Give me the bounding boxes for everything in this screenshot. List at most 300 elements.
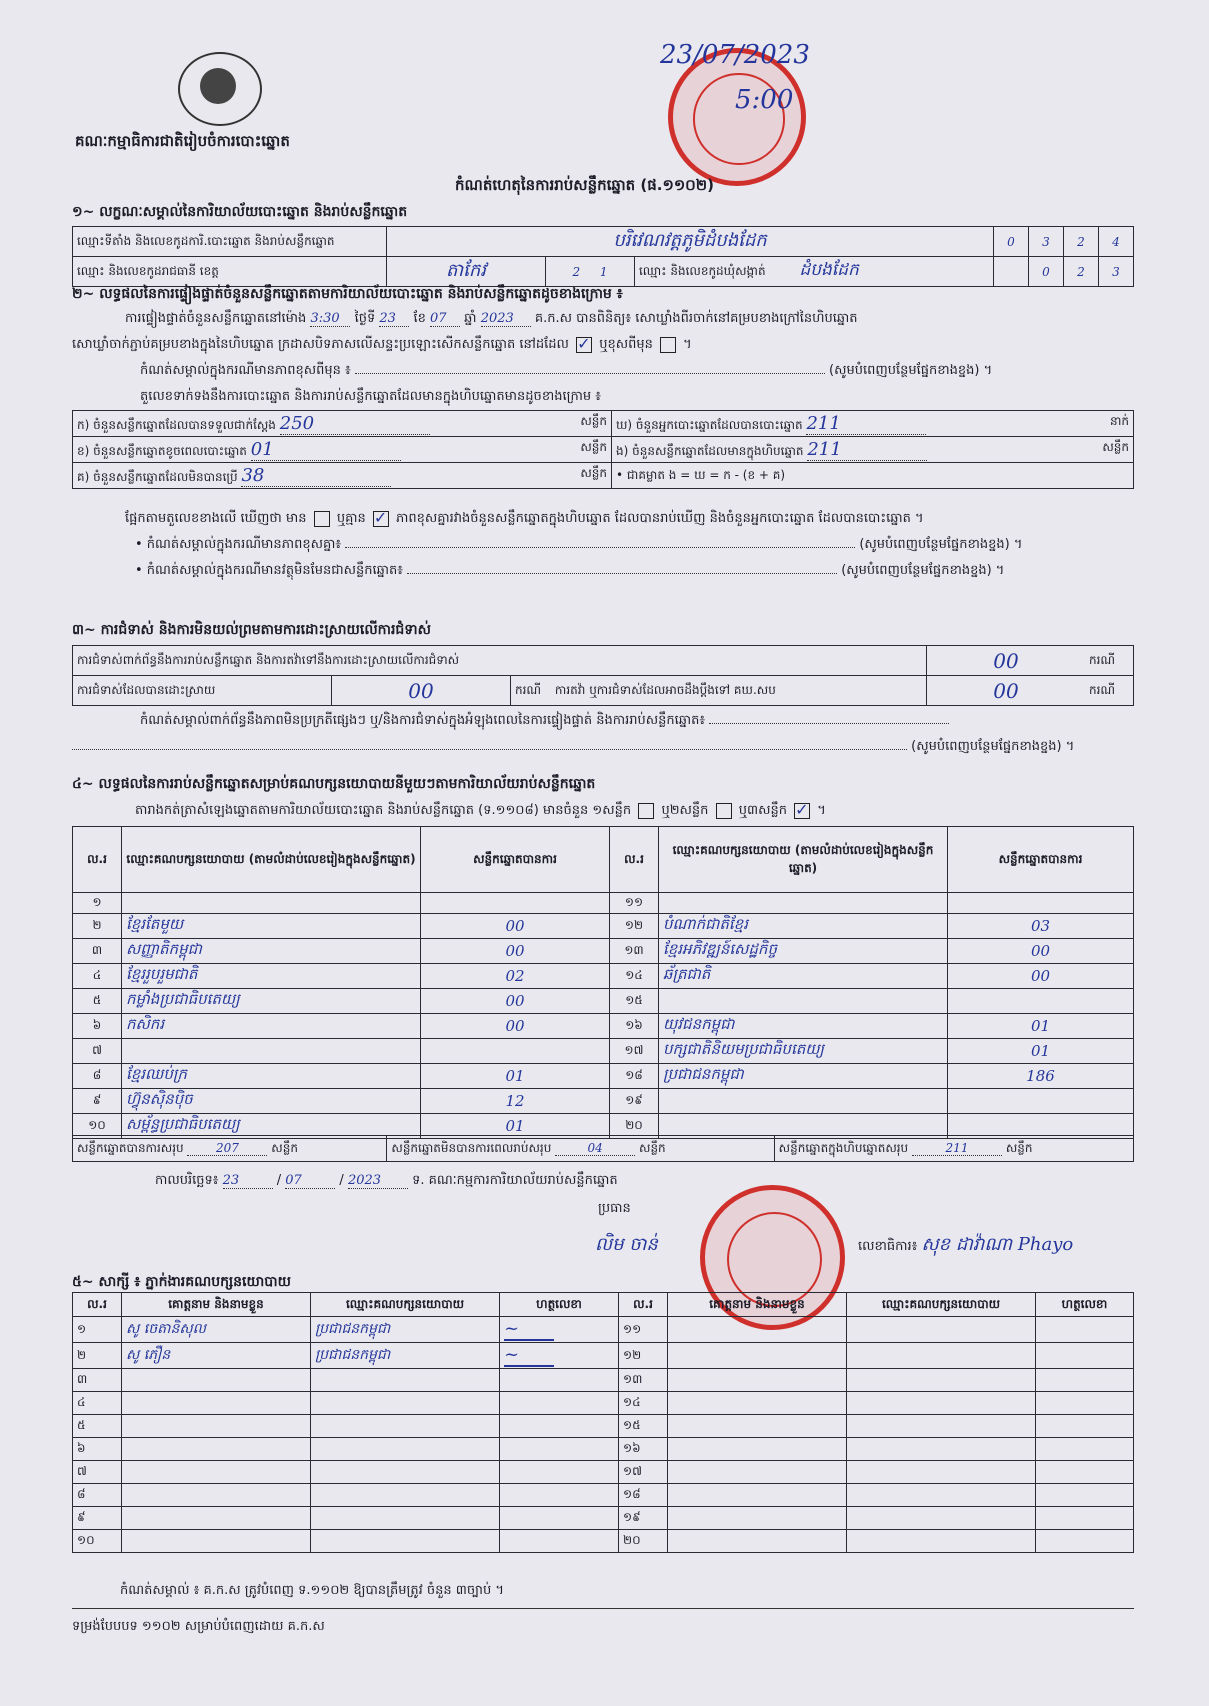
s5-row-party <box>847 1317 1036 1343</box>
s2-time: 3:30 <box>310 311 350 327</box>
s5-row-name <box>668 1343 847 1369</box>
s3-r2b <box>511 676 927 706</box>
s2-row-a-unit: សន្លឹក <box>580 413 607 428</box>
s1-commune-code-3: 3 <box>1099 257 1134 287</box>
s1-office-code-2: 3 <box>1029 227 1064 257</box>
s4-row-no: ២ <box>73 914 122 939</box>
s5-row-sign <box>1036 1484 1134 1507</box>
signature-mark: ⁠~⁠ <box>504 1318 554 1341</box>
s4-row-no: ១៩ <box>610 1089 659 1114</box>
s5-witness-row <box>73 1461 1134 1484</box>
s5-row-sign <box>500 1392 619 1415</box>
s5-row-name: សូ ចេតានិសុល <box>122 1317 311 1343</box>
s4-row-votes: 186 <box>948 1064 1134 1089</box>
s5-row-party <box>311 1438 500 1461</box>
s4-row-party: សញ្ញាតិកម្ពុជា <box>122 939 421 964</box>
s3-r1-unit: ករណី <box>1085 646 1134 676</box>
s5-col-sign-left: ហត្ថលេខា <box>500 1293 619 1317</box>
s5-witness-row <box>73 1438 1134 1461</box>
secretary-signature: សុខ ដាវ៉ាណា Phayo <box>921 1234 1074 1255</box>
s5-row-name <box>122 1438 311 1461</box>
s5-row-name <box>668 1369 847 1392</box>
s4-col-no-right: ល.រ <box>610 827 659 893</box>
s4-row-party: បំណាក់ជាតិខ្មែរ <box>659 914 948 939</box>
s4-row-votes: 01 <box>948 1014 1134 1039</box>
s2-diff-line <box>125 510 1135 529</box>
s2-note1-line <box>140 362 1135 381</box>
s4-result-row <box>73 1064 1134 1089</box>
s2-year: 2023 <box>481 311 531 327</box>
s5-row-sign <box>1036 1392 1134 1415</box>
s4-total-invalid-value: 04 <box>555 1141 635 1156</box>
s3-note-line2 <box>72 738 1134 757</box>
s4-row-party: យុវជនកម្ពុជា <box>659 1014 948 1039</box>
s3-r1-label: ការជំទាស់ពាក់ព័ន្ធនឹងការរាប់សន្លឹកឆ្នោត និងការតវ៉ាទៅនឹងការដោះស្រាយលើការជំទាស់ <box>73 646 927 676</box>
s1-commune-name: ដំបងដែក <box>799 260 859 280</box>
s2-row-e <box>612 437 1134 463</box>
s4-date-label: កាលបរិច្ឆេទ៖ <box>155 1173 219 1188</box>
s4-total-valid-value: 207 <box>187 1141 267 1156</box>
s5-row-party <box>847 1415 1036 1438</box>
s3-r2b-unit: ករណី <box>1085 676 1134 706</box>
s2-figures-table <box>72 410 1134 489</box>
s5-witness-row <box>73 1317 1134 1343</box>
s4-total-invalid <box>387 1136 774 1162</box>
s2-row-c-value: 38 <box>241 465 391 487</box>
s4-row-no: ១៦ <box>610 1014 659 1039</box>
s1-commune-code-1: 0 <box>1029 257 1064 287</box>
s4-row-party <box>122 1039 421 1064</box>
s5-row-sign <box>1036 1317 1134 1343</box>
s4-row-votes: 03 <box>948 914 1134 939</box>
s4-total-box-label: សន្លឹកឆ្នោតក្នុងហិបឆ្នោតសរុប <box>778 1140 909 1155</box>
s2-seal-line: សោឃ្លាំចាក់ភ្ជាប់គម្របខាងក្នុងនៃហិបឆ្នោត ក្រដាសបិទភាសលើសន្ទះប្រឡោះសើកសន្លឹកឆ្នោត នៅដដែល ✓ ឬខុសពីមុន ។ <box>72 336 692 355</box>
s5-row-no: ៣ <box>73 1369 122 1392</box>
s5-row-name <box>668 1317 847 1343</box>
s1-province-name: តាកែវ <box>387 257 546 287</box>
section2-heading: ២~ លទ្ធផលនៃការផ្ទៀងផ្ទាត់ចំនួនសន្លឹកឆ្នោតតាមការិយាល័យបោះឆ្នោត និងរាប់សន្លឹកឆ្នោតដូចខាងក្រោម ៖ <box>72 286 623 302</box>
s4-row-votes <box>421 1039 610 1064</box>
s2-b1-fill <box>345 547 855 548</box>
s1-province-code-1: 2 <box>572 264 581 279</box>
s4-row-no: ១០ <box>73 1114 122 1139</box>
s2-note1-hint: (សូមបំពេញបន្ថែមផ្នែកខាងខ្នង) ។ <box>829 363 993 378</box>
handwritten-date: 23/07/2023 <box>660 40 810 70</box>
s5-col-party-left: ឈ្មោះគណបក្សនយោបាយ <box>311 1293 500 1317</box>
s1-province-code-2: 1 <box>599 264 608 279</box>
s5-col-no-right: ល.រ <box>619 1293 668 1317</box>
s4-results-table <box>72 826 1134 1139</box>
s2-formula: • ជាគម្លាត ង = ឃ = ក - (ខ + គ) <box>612 463 1134 489</box>
s5-col-no-left: ល.រ <box>73 1293 122 1317</box>
s5-row-party <box>847 1343 1036 1369</box>
s5-row-no: ៨ <box>73 1484 122 1507</box>
s4-row-no: ១៤ <box>610 964 659 989</box>
s4-result-row <box>73 1089 1134 1114</box>
s5-row-party: ប្រជាជនកម្ពុជា <box>311 1343 500 1369</box>
s2-row-c-label: គ) ចំនួនសន្លឹកឆ្នោតដែលមិនបានប្រើ <box>77 469 238 484</box>
s4-date-tail: ទ. គណៈកម្មការការិយាល័យរាប់សន្លឹកឆ្នោត <box>412 1173 618 1188</box>
s4-col-votes-right: សន្លឹកឆ្នោតបានការ <box>948 827 1134 893</box>
has-difference-checkbox[interactable] <box>314 511 330 527</box>
s4-date-day: 23 <box>223 1173 273 1189</box>
changed-checkbox[interactable] <box>660 337 676 353</box>
s3-note: កំណត់សម្គាល់ពាក់ព័ន្ធនឹងភាពមិនប្រក្រតីផ្សេងៗ ឬ/និងការជំទាស់ក្នុងអំឡុងពេលនៃការផ្ទៀងផ្ទាត់ និងការរាប់សន្លឹកឆ្នោត៖ <box>140 713 706 728</box>
s5-row-sign <box>500 1507 619 1530</box>
s2-month: 07 <box>430 311 460 327</box>
s5-row-sign <box>500 1438 619 1461</box>
org-name: គណៈកម្មាធិការជាតិរៀបចំការបោះឆ្នោត <box>75 132 290 150</box>
s5-row-no: ១០ <box>73 1530 122 1553</box>
s3-r1-value: 00 <box>927 646 1086 676</box>
s4-row-no: ២០ <box>610 1114 659 1139</box>
s4-row-votes: 00 <box>948 939 1134 964</box>
s4-row-party: កសិករ <box>122 1014 421 1039</box>
s5-row-sign <box>1036 1369 1134 1392</box>
s5-row-no: ១៤ <box>619 1392 668 1415</box>
s2-row-c-unit: សន្លឹក <box>580 465 607 480</box>
s3-r2-unit: ករណី <box>515 682 542 697</box>
s5-row-sign <box>500 1484 619 1507</box>
sheets-1-checkbox[interactable] <box>638 803 654 819</box>
s4-row-party: កម្លាំងប្រជាធិបតេយ្យ <box>122 989 421 1014</box>
s5-witness-body <box>73 1317 1134 1553</box>
s5-row-party: ប្រជាជនកម្ពុជា <box>311 1317 500 1343</box>
s5-row-sign <box>1036 1530 1134 1553</box>
s5-row-name <box>122 1484 311 1507</box>
s2-p1d: ឆ្នាំ <box>464 311 477 326</box>
s3-note-line <box>140 712 1135 731</box>
s2-row-b <box>73 437 612 463</box>
s4-row-votes: 01 <box>421 1114 610 1139</box>
s5-row-party <box>847 1369 1036 1392</box>
s4-row-no: ៦ <box>73 1014 122 1039</box>
s4-row-party: ខ្មែររួបរួមជាតិ <box>122 964 421 989</box>
s2-row-d <box>612 411 1134 437</box>
s4-total-box-value: 211 <box>912 1141 1002 1156</box>
s4-row-no: ៤ <box>73 964 122 989</box>
s5-witness-row <box>73 1392 1134 1415</box>
s4-row-votes: 00 <box>421 1014 610 1039</box>
chair-signature: លិម ចាន់ <box>595 1234 658 1255</box>
s5-row-name <box>122 1507 311 1530</box>
s5-witness-row <box>73 1369 1134 1392</box>
s5-witness-row <box>73 1484 1134 1507</box>
s4-row-no: ១១ <box>610 893 659 914</box>
s4-row-no: ៥ <box>73 989 122 1014</box>
s3-r2-value: 00 <box>332 676 511 706</box>
s4-date-year: 2023 <box>348 1173 408 1189</box>
s5-witness-table <box>72 1292 1134 1553</box>
s2-row-a-value: 250 <box>280 413 430 435</box>
s2-b2-hint: (សូមបំពេញបន្ថែមផ្នែកខាងខ្នង) ។ <box>841 563 1005 578</box>
s5-row-no: ១ <box>73 1317 122 1343</box>
section3-heading: ៣~ ការជំទាស់ និងការមិនយល់ព្រមតាមការដោះស្រាយលើការជំទាស់ <box>72 622 431 638</box>
s5-row-name <box>122 1392 311 1415</box>
s2-row-e-unit: សន្លឹក <box>1102 439 1129 454</box>
s5-row-no: ៩ <box>73 1507 122 1530</box>
s2-row-e-value: 211 <box>807 439 927 461</box>
s5-row-name <box>668 1392 847 1415</box>
s5-row-party <box>847 1507 1036 1530</box>
section1-table <box>72 226 1134 287</box>
s4-sub-or2: ឬ២សន្លឹក <box>661 803 709 818</box>
s3-r2-label: ការជំទាស់ដែលបានដោះស្រាយ <box>73 676 332 706</box>
s4-row-votes: 00 <box>421 939 610 964</box>
s2-note1-fill <box>355 373 825 374</box>
s4-date-month: 07 <box>285 1173 335 1189</box>
s5-row-party <box>311 1392 500 1415</box>
s4-sub-line: តារាងកត់ត្រាសំឡេងឆ្នោតតាមការិយាល័យបោះឆ្នោត និងរាប់សន្លឹកឆ្នោត (ទ.១១០៨) មានចំនួន ១សន្លឹក ឬ២សន្លឹក ឬ៣សន្លឹក ✓ ។ <box>135 802 826 821</box>
s2-verify-line <box>125 310 1135 329</box>
s3-table <box>72 645 1134 706</box>
s1-label-office: ឈ្មោះទីតាំង និងលេខកូដការិ.បោះឆ្នោត និងរាប់សន្លឹកឆ្នោត <box>73 227 387 257</box>
s5-row-no: ១៨ <box>619 1484 668 1507</box>
s4-row-no: ៧ <box>73 1039 122 1064</box>
s4-row-votes <box>948 1089 1134 1114</box>
s5-row-no: ២០ <box>619 1530 668 1553</box>
s4-row-votes <box>948 989 1134 1014</box>
s5-row-no: ១៦ <box>619 1438 668 1461</box>
s4-col-party-left: ឈ្មោះគណបក្សនយោបាយ (តាមលំដាប់លេខរៀងក្នុងសន្លឹកឆ្នោត) <box>122 827 421 893</box>
s5-row-no: ៦ <box>73 1438 122 1461</box>
s5-row-party <box>311 1461 500 1484</box>
s4-row-party: ខ្មែរឈប់ក្រ <box>122 1064 421 1089</box>
signature-mark: ⁠~⁠ <box>504 1344 554 1367</box>
sheets-2-checkbox[interactable] <box>716 803 732 819</box>
s5-row-name <box>122 1415 311 1438</box>
section1-heading: ១~ លក្ខណៈសម្គាល់នៃការិយាល័យបោះឆ្នោត និងរាប់សន្លឹកឆ្នោត <box>72 204 408 220</box>
s4-row-party: បក្សជាតិនិយមប្រជាធិបតេយ្យ <box>659 1039 948 1064</box>
s5-row-name <box>668 1438 847 1461</box>
s2-row-a <box>73 411 612 437</box>
s5-footnote: កំណត់សម្គាល់ ៖ គ.ក.ស ត្រូវបំពេញ ទ.១១០២ ឱ្យបានត្រឹមត្រូវ ចំនួន ៣ច្បាប់ ។ <box>120 1583 504 1598</box>
s5-row-party <box>311 1369 500 1392</box>
s4-row-party: សម្ព័ន្ធប្រជាធិបតេយ្យ <box>122 1114 421 1139</box>
s5-row-no: ៥ <box>73 1415 122 1438</box>
s4-total-invalid-unit: សន្លឹក <box>639 1140 666 1155</box>
s4-total-box-unit: សន្លឹក <box>1005 1140 1033 1155</box>
s4-result-row <box>73 1039 1134 1064</box>
s5-witness-row <box>73 1415 1134 1438</box>
s5-row-party <box>311 1484 500 1507</box>
s5-form-note: ទម្រង់បែបបទ ១១០២ សម្រាប់បំពេញដោយ គ.ក.ស <box>72 1619 325 1634</box>
s5-col-sign-right: ហត្ថលេខា <box>1036 1293 1134 1317</box>
s4-row-no: ១ <box>73 893 122 914</box>
s5-row-no: ១៥ <box>619 1415 668 1438</box>
s4-row-no: ១៧ <box>610 1039 659 1064</box>
s1-label-province: ឈ្មោះ និងលេខកូដរាជធានី ខេត្ត <box>73 257 387 287</box>
s3-r2b-value: 00 <box>927 676 1086 706</box>
s5-witness-row <box>73 1343 1134 1369</box>
s4-row-no: ៣ <box>73 939 122 964</box>
s5-row-no: ១៧ <box>619 1461 668 1484</box>
s4-row-votes <box>948 893 1134 914</box>
s4-row-votes: 01 <box>421 1064 610 1089</box>
s4-result-row <box>73 939 1134 964</box>
s2-p1b: ថ្ងៃទី <box>354 311 376 326</box>
s4-col-no-left: ល.រ <box>73 827 122 893</box>
s5-row-name <box>668 1507 847 1530</box>
s2-p2-or: ឬខុសពីមុន <box>599 337 653 352</box>
s3-note-fill2 <box>72 749 907 750</box>
s5-row-no: ១៩ <box>619 1507 668 1530</box>
s3-note-hint: (សូមបំពេញបន្ថែមផ្នែកខាងខ្នង) ។ <box>911 739 1075 754</box>
s4-result-row <box>73 914 1134 939</box>
s2-p4a: ផ្អែកតាមតួលេខខាងលើ ឃើញថា មាន <box>125 511 307 526</box>
s2-p2: សោឃ្លាំចាក់ភ្ជាប់គម្របខាងក្នុងនៃហិបឆ្នោត ក្រដាសបិទភាសលើសន្ទះប្រឡោះសើកសន្លឹកឆ្នោត នៅដដែល <box>72 337 569 352</box>
s4-row-votes: 00 <box>421 914 610 939</box>
s2-b1: • កំណត់សម្គាល់ក្នុងករណីមានភាពខុសគ្នា៖ <box>135 537 342 552</box>
s2-b1-line <box>135 536 1135 555</box>
s3-r2b-label: ការតវ៉ា ឬការជំទាស់ដែលអាចដឹងប្តឹងទៅ គឃ.សប <box>554 682 776 697</box>
s4-row-votes: 01 <box>948 1039 1134 1064</box>
s4-row-no: ១៥ <box>610 989 659 1014</box>
s4-row-party: ហ៊្វុនស៊ិនប៉ិច <box>122 1089 421 1114</box>
s4-row-no: ១៨ <box>610 1064 659 1089</box>
s1-label-commune: ឈ្មោះ និងលេខកូដឃុំសង្កាត់ <box>639 264 766 278</box>
s4-result-row <box>73 964 1134 989</box>
page-title: កំណត់ហេតុនៃការរាប់សន្លឹកឆ្នោត (ផ.១១០២) <box>455 176 715 194</box>
s2-b2-line <box>135 562 1135 581</box>
s5-row-name <box>122 1369 311 1392</box>
s5-row-sign <box>500 1317 619 1343</box>
s5-row-sign <box>500 1461 619 1484</box>
s5-col-name-right: គោត្តនាម និងនាមខ្លួន <box>668 1293 847 1317</box>
s4-col-votes-left: សន្លឹកឆ្នោតបានការ <box>421 827 610 893</box>
s2-day: 23 <box>379 311 409 327</box>
s1-province-code <box>546 257 635 287</box>
s5-row-party <box>847 1438 1036 1461</box>
s5-row-party <box>847 1461 1036 1484</box>
section4-heading: ៤~ លទ្ធផលនៃការរាប់សន្លឹកឆ្នោតសម្រាប់គណបក្សនយោបាយនីមួយៗតាមការិយាល័យរាប់សន្លឹកឆ្នោត <box>72 776 596 792</box>
secretary-label: លេខាធិការ <box>858 1239 912 1254</box>
s5-row-sign <box>1036 1507 1134 1530</box>
s4-total-valid-label: សន្លឹកឆ្នោតបានការសរុប <box>77 1140 184 1155</box>
s4-row-votes: 12 <box>421 1089 610 1114</box>
no-difference-checkbox[interactable] <box>373 511 389 527</box>
s1-office-code-3: 2 <box>1064 227 1099 257</box>
s2-row-b-value: 01 <box>251 439 401 461</box>
s4-row-no: ៩ <box>73 1089 122 1114</box>
s2-p4c: ភាពខុសគ្នារវាងចំនួនសន្លឹកឆ្នោតក្នុងហិបឆ្នោត ដែលបានរាប់ឃើញ និងចំនួនអ្នកបោះឆ្នោត ដែលបានបោះឆ្នោត ។ <box>396 511 924 526</box>
s5-row-name: សូ ភឿន <box>122 1343 311 1369</box>
unchanged-checkbox[interactable] <box>576 337 592 353</box>
s5-row-sign <box>500 1530 619 1553</box>
s2-row-e-label: ង) ចំនួនសន្លឹកឆ្នោតដែលមានក្នុងហិបឆ្នោត <box>616 443 804 458</box>
s5-row-no: ២ <box>73 1343 122 1369</box>
s4-total-valid-unit: សន្លឹក <box>271 1140 298 1155</box>
s5-col-name-left: គោត្តនាម និងនាមខ្លួន <box>122 1293 311 1317</box>
sheets-3-checkbox[interactable] <box>794 803 810 819</box>
s5-row-sign <box>500 1343 619 1369</box>
s4-row-votes: 02 <box>421 964 610 989</box>
s5-row-no: ១១ <box>619 1317 668 1343</box>
s4-totals <box>72 1135 1134 1162</box>
s5-row-party <box>847 1484 1036 1507</box>
s5-row-no: ៧ <box>73 1461 122 1484</box>
s4-row-party: ឆ័ត្រជាតិ <box>659 964 948 989</box>
s5-row-sign <box>1036 1461 1134 1484</box>
s4-row-party <box>659 989 948 1014</box>
s4-date-line: កាលបរិច្ឆេទ៖ 23 / 07 / 2023 ទ. គណៈកម្មការការិយាល័យរាប់សន្លឹកឆ្នោត <box>155 1173 618 1188</box>
secretary-line: លេខាធិការ៖ សុខ ដាវ៉ាណា Phayo <box>858 1234 1074 1255</box>
s2-p1c: ខែ <box>413 311 426 326</box>
s4-row-no: ៨ <box>73 1064 122 1089</box>
s5-row-no: ១៣ <box>619 1369 668 1392</box>
s5-row-name <box>122 1461 311 1484</box>
section5-heading: ៥~ សាក្សី ៖ ភ្នាក់ងារគណបក្សនយោបាយ <box>72 1274 291 1290</box>
handwritten-time: 5:00 <box>735 85 794 115</box>
chair-label: ប្រធាន <box>598 1201 631 1216</box>
s2-p3: តួលេខទាក់ទងនឹងការបោះឆ្នោត និងការរាប់សន្លឹកឆ្នោតដែលមានក្នុងហិបឆ្នោតមានដូចខាងក្រោម ៖ <box>140 389 601 404</box>
s3-note-fill <box>709 723 949 724</box>
s5-row-name <box>122 1530 311 1553</box>
s4-row-party <box>659 1089 948 1114</box>
s2-row-b-unit: សន្លឹក <box>580 439 607 454</box>
s4-col-party-right: ឈ្មោះគណបក្សនយោបាយ (តាមលំដាប់លេខរៀងក្នុងសន្លឹកឆ្នោត) <box>659 827 948 893</box>
footer-rule <box>72 1608 1134 1609</box>
s5-witness-row <box>73 1507 1134 1530</box>
s4-total-box <box>774 1136 1133 1162</box>
s4-sub-or3: ឬ៣សន្លឹក <box>738 803 787 818</box>
s4-total-valid <box>73 1136 387 1162</box>
s1-office-name: បរិវេណវត្តភូមិដំបងដែក <box>387 227 994 257</box>
s5-col-party-right: ឈ្មោះគណបក្សនយោបាយ <box>847 1293 1036 1317</box>
s4-row-no: ១៣ <box>610 939 659 964</box>
s4-row-no: ១២ <box>610 914 659 939</box>
s5-row-party <box>311 1415 500 1438</box>
s2-p1e: គ.ក.ស បានពិនិត្យ៖ សោឃ្លាំងពីរចាក់នៅគម្របខាងក្រៅនៃហិបឆ្នោត <box>534 311 858 326</box>
s4-row-party: ខ្មែរអភិវឌ្ឍន៍សេដ្ឋកិច្ច <box>659 939 948 964</box>
s2-row-d-label: ឃ) ចំនួនអ្នកបោះឆ្នោតដែលបានបោះឆ្នោត <box>616 417 803 432</box>
s5-row-party <box>847 1392 1036 1415</box>
s2-p1a: ការផ្ទៀងផ្ទាត់ចំនួនសន្លឹកឆ្នោតនៅម៉ោង <box>125 311 307 326</box>
s1-commune-code-2: 2 <box>1064 257 1099 287</box>
s5-row-name <box>668 1484 847 1507</box>
s2-row-b-label: ខ) ចំនួនសន្លឹកឆ្នោតខូចពេលបោះឆ្នោត <box>77 443 247 458</box>
s4-total-invalid-label: សន្លឹកឆ្នោតមិនបានការពេលរាប់សរុប <box>391 1140 552 1155</box>
s4-result-row <box>73 1014 1134 1039</box>
s2-row-d-unit: នាក់ <box>1109 413 1129 428</box>
s2-b1-hint: (សូមបំពេញបន្ថែមផ្នែកខាងខ្នង) ។ <box>859 537 1023 552</box>
s4-row-party: ប្រជាជនកម្ពុជា <box>659 1064 948 1089</box>
s5-row-sign <box>500 1369 619 1392</box>
s5-row-name <box>668 1415 847 1438</box>
s5-row-party <box>311 1507 500 1530</box>
nec-logo-icon <box>200 68 236 104</box>
s4-row-votes: 00 <box>948 964 1134 989</box>
s5-row-party <box>311 1530 500 1553</box>
s4-row-party: ខ្មែរតែមួយ <box>122 914 421 939</box>
s5-row-no: ១២ <box>619 1343 668 1369</box>
s4-results-body <box>73 893 1134 1139</box>
s1-commune <box>635 257 994 287</box>
s2-b2: • កំណត់សម្គាល់ក្នុងករណីមានវត្ថុមិនមែនជាសន្លឹកឆ្នោត៖ <box>135 563 403 578</box>
s2-row-c <box>73 463 612 489</box>
s5-row-party <box>847 1530 1036 1553</box>
s5-row-name <box>668 1530 847 1553</box>
s5-row-sign <box>1036 1415 1134 1438</box>
s5-row-name <box>668 1461 847 1484</box>
s2-p4b: ឬគ្មាន <box>336 511 366 526</box>
s4-row-votes <box>421 893 610 914</box>
s2-row-a-label: ក) ចំនួនសន្លឹកឆ្នោតដែលបានទទួលជាក់ស្តែង <box>77 417 276 432</box>
s4-row-party <box>122 893 421 914</box>
s1-office-code-1: 0 <box>994 227 1029 257</box>
s5-row-sign <box>1036 1438 1134 1461</box>
s5-row-sign <box>1036 1343 1134 1369</box>
